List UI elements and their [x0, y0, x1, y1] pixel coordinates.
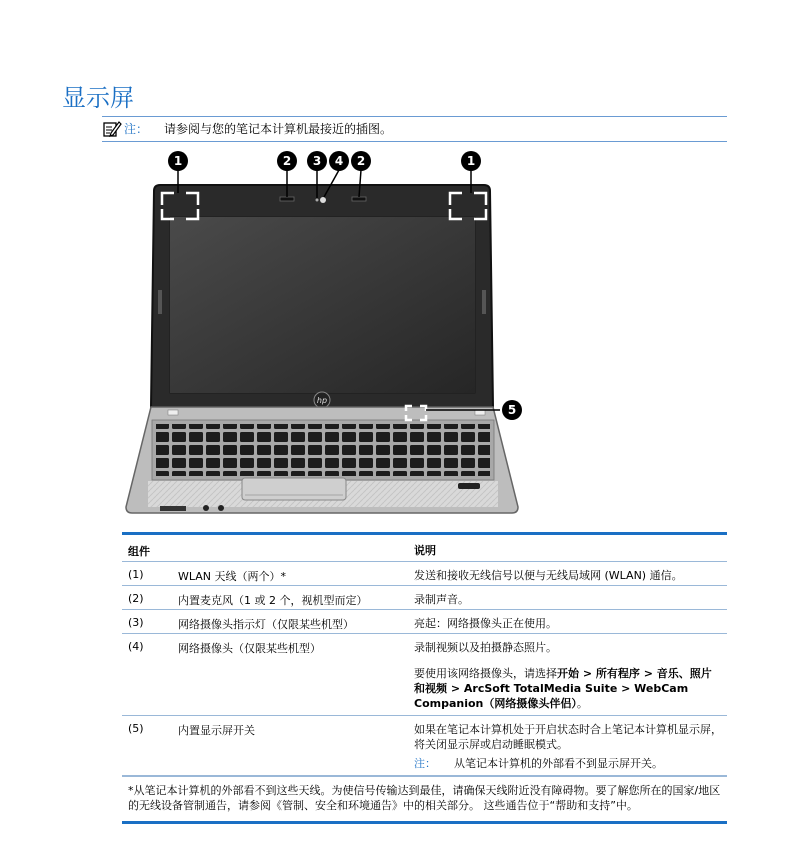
- row-description-usage: [414, 666, 722, 711]
- inline-note-label: 注：: [414, 757, 436, 770]
- callout-3-label: 3: [312, 154, 322, 168]
- callout-2-right-label: 2: [356, 154, 366, 168]
- row-description: 录制视频以及拍摄静态照片。: [414, 641, 557, 654]
- row-number: (3): [128, 616, 144, 629]
- row-description: 录制声音。: [414, 593, 469, 606]
- row-inline-note: [414, 756, 722, 771]
- table-row: [122, 610, 727, 634]
- callout-1-right-label: 1: [466, 154, 476, 168]
- callout-5-label: 5: [507, 403, 517, 417]
- note-row: [102, 116, 727, 142]
- row-component: 网络摄像头指示灯（仅限某些机型）: [178, 618, 354, 631]
- row-component: WLAN 天线（两个）*: [178, 570, 287, 583]
- row-component: 内置显示屏开关: [178, 724, 255, 737]
- row-description: 亮起：网络摄像头正在使用。: [414, 617, 557, 630]
- callout-1-left-label: 1: [173, 154, 183, 168]
- note-pencil-icon: [102, 119, 122, 139]
- table-header-row: [122, 535, 727, 562]
- usage-pre: 要使用该网络摄像头，请选择: [414, 667, 557, 680]
- note-text: 请参阅与您的笔记本计算机最接近的插图。: [164, 122, 393, 136]
- table-row: [122, 716, 727, 776]
- usage-post: 。: [576, 697, 588, 710]
- header-component: 组件: [128, 545, 150, 558]
- usage-menu-path: 开始 > 所有程序 > 音乐、照片和视频 > ArcSoft TotalMedia Suite > WebCam Companion（网络摄像头伴侣）: [414, 667, 712, 710]
- table-row: [122, 586, 727, 610]
- row-description: 发送和接收无线信号以便与无线局域网 (WLAN) 通信。: [414, 569, 683, 582]
- row-number: (2): [128, 592, 144, 605]
- callout-4-label: 4: [334, 154, 344, 168]
- component-table: [122, 532, 727, 824]
- row-component: 网络摄像头（仅限某些机型）: [178, 642, 321, 655]
- page-title: 显示屏: [62, 84, 134, 112]
- laptop-figure: [120, 145, 540, 520]
- row-description: 如果在笔记本计算机处于开启状态时合上笔记本计算机显示屏，将关闭显示屏或启动睡眠模式。: [414, 723, 722, 751]
- hp-logo: hp: [316, 396, 328, 405]
- row-component: 内置麦克风（1 或 2 个，视机型而定）: [178, 594, 368, 607]
- note-label: 注：: [124, 122, 149, 136]
- table-row: [122, 634, 727, 716]
- row-number: (5): [128, 722, 144, 735]
- table-footnote: *从笔记本计算机的外部看不到这些天线。为使信号传输达到最佳，请确保天线附近没有障碍物。要了解您所在的国家/地区的无线设备管制通告，请参阅《管制、安全和环境通告》中的相关部分。 这些通告位于“帮助和支持”中。: [122, 776, 727, 821]
- inline-note-text: 从笔记本计算机的外部看不到显示屏开关。: [454, 757, 663, 770]
- header-description: 说明: [414, 544, 436, 557]
- row-number: (4): [128, 640, 144, 653]
- row-number: (1): [128, 568, 144, 581]
- table-row: [122, 562, 727, 586]
- callout-2-left-label: 2: [282, 154, 292, 168]
